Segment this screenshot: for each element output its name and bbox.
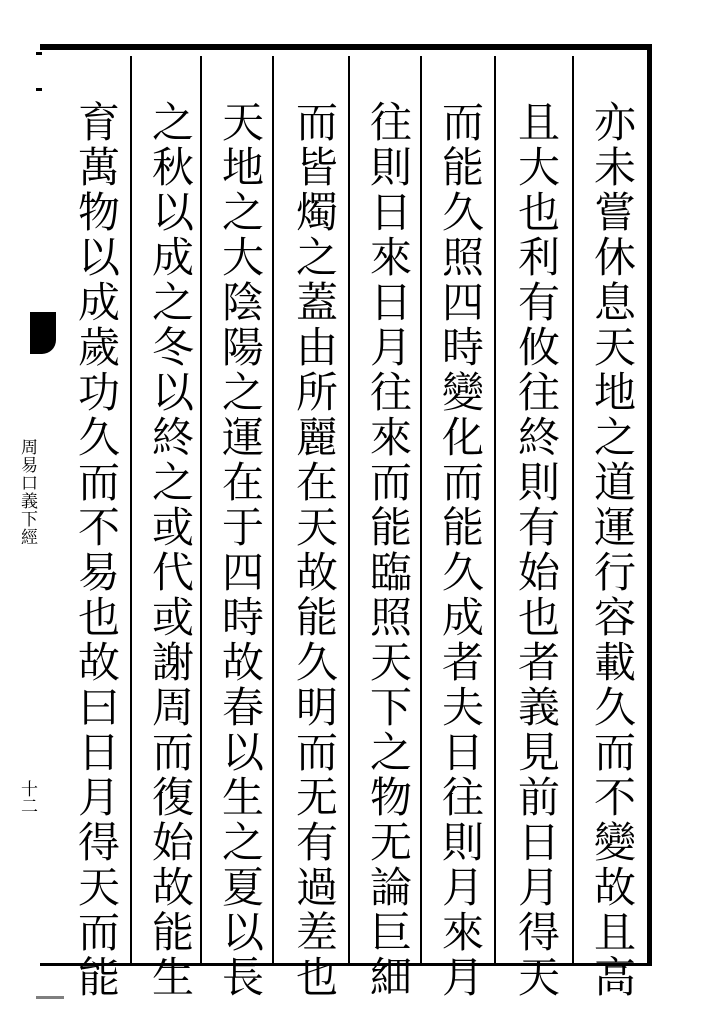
column-rule [572, 56, 574, 966]
fishtail-mark [30, 312, 56, 354]
column-rule [130, 56, 132, 966]
column-rule [272, 56, 274, 966]
text-column-3: 而能久照四時變化而能久成者夫日往則月來月 [436, 100, 485, 1000]
text-column-5: 而皆燭之蓋由所麗在天故能久明而无有過差也 [290, 100, 339, 1000]
column-rule [494, 56, 496, 966]
frame-tick [36, 52, 42, 55]
column-rule [348, 56, 350, 966]
text-column-1: 亦未嘗休息天地之道運行容載久而不變故且高 [588, 100, 637, 1000]
gutter-book-title: 周易口義下經 [17, 438, 37, 546]
gutter-page-number: 十二 [17, 780, 37, 814]
text-column-2: 且大也利有攸往終則有始也者義見前日月得天 [512, 100, 561, 1000]
column-rule [200, 56, 202, 966]
bottom-mark [36, 996, 64, 999]
column-rule [420, 56, 422, 966]
text-column-6: 天地之大陰陽之運在于四時故春以生之夏以長 [216, 100, 265, 1000]
frame-tick [36, 88, 42, 91]
text-column-7: 之秋以成之冬以終之或代或謝周而復始故能生 [146, 100, 195, 1000]
text-column-8: 育萬物以成歲功久而不易也故曰日月得天而能 [72, 100, 121, 1000]
text-column-4: 往則日來日月往來而能臨照天下之物无論巨細 [364, 100, 413, 1000]
